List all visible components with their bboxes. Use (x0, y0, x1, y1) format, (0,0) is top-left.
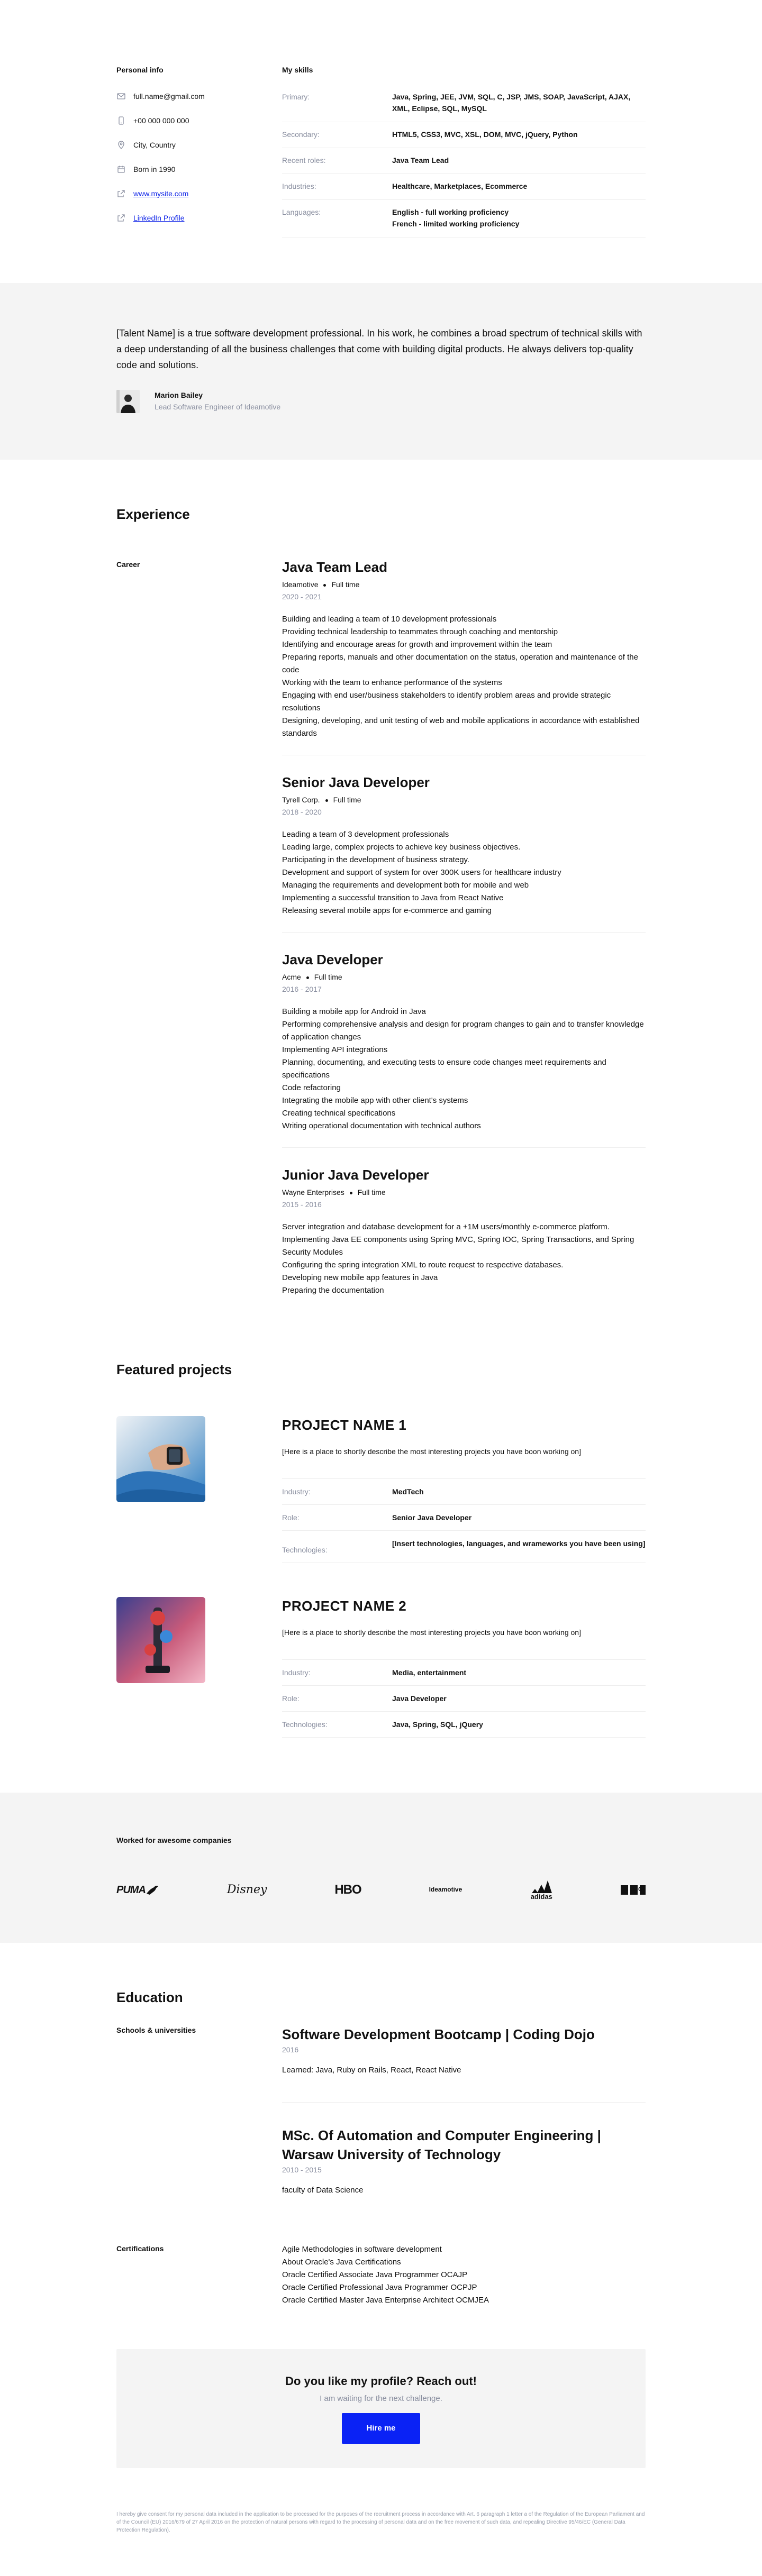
testimonial-text: [Talent Name] is a true software development professional. In his work, he combines a broad spectrum of technical skills with a deep understanding of all the business challenges that come with building digital products. He always delivers top-quality code and solutions. (116, 328, 642, 370)
job-list (282, 559, 646, 1331)
list-item: Building a mobile app for Android in Java (282, 1007, 426, 1016)
list-item: Writing operational documentation with technical authors (282, 1121, 481, 1130)
projects-heading: Featured projects (116, 1362, 232, 1377)
list-item: Working with the team to enhance performance of the systems (282, 678, 502, 687)
certification-item: Agile Methodologies in software development (282, 2245, 442, 2254)
project-role-row (282, 1686, 646, 1712)
job-duties (282, 828, 646, 917)
certification-item: About Oracle's Java Certifications (282, 2258, 401, 2267)
list-item: Performing comprehensive analysis and design for program changes to gain and to transfer knowledge of application changes (282, 1020, 644, 1042)
email-item (116, 91, 282, 102)
role-label: Role: (282, 1694, 300, 1703)
location-pin-icon (116, 140, 126, 150)
list-item: Implementing a successful transition to Java from React Native (282, 893, 504, 902)
skill-value: HTML5, CSS3, MVC, XSL, DOM, MVC, jQuery, Python (392, 130, 578, 139)
job-type: Full time (357, 1188, 386, 1196)
personal-info (116, 65, 282, 244)
puma-logo: PUMA (116, 1879, 159, 1901)
list-item: Designing, developing, and unit testing of web and mobile applications in accordance with established standards (282, 716, 640, 738)
project-description: [Here is a place to shortly describe the most interesting projects you have boon working on] (282, 1446, 646, 1479)
personal-info-heading: Personal info (116, 66, 164, 74)
job-company: Tyrell Corp. (282, 796, 320, 804)
list-item: Development and support of system for over 300K users for healthcare industry (282, 868, 561, 877)
cta-title: Do you like my profile? Reach out! (285, 2374, 477, 2388)
certification-item: Oracle Certified Associate Java Programmer OCAJP (282, 2270, 468, 2279)
companies-heading: Worked for awesome companies (116, 1836, 232, 1844)
calendar-icon (116, 165, 126, 174)
testimonial-section (0, 283, 762, 460)
skill-value: Healthcare, Marketplaces, Ecommerce (392, 182, 528, 190)
skills-heading: My skills (282, 66, 313, 74)
linkedin-link[interactable]: LinkedIn Profile (133, 213, 185, 222)
project-industry-row (282, 1479, 646, 1505)
list-item: Managing the requirements and development both for mobile and web (282, 881, 529, 890)
job-duties (282, 613, 646, 740)
project-role-row (282, 1505, 646, 1531)
project-tech-row (282, 1712, 646, 1738)
project-image (116, 1416, 205, 1502)
profile-summary-section (0, 0, 762, 283)
job-dates: 2016 - 2017 (282, 985, 322, 993)
external-link-icon (116, 189, 126, 198)
school-list (282, 2025, 646, 2243)
project-tech-row (282, 1531, 646, 1563)
language-1: English - full working proficiency (392, 208, 509, 216)
job-company: Wayne Enterprises (282, 1188, 344, 1196)
skill-row-secondary (282, 129, 646, 148)
avatar (116, 390, 140, 413)
author-role: Lead Software Engineer of Ideamotive (155, 403, 281, 411)
skill-key: Languages: (282, 208, 321, 216)
job-item (282, 773, 646, 933)
external-link-icon (116, 213, 126, 223)
industry-value: Media, entertainment (392, 1668, 467, 1677)
job-meta (282, 1186, 646, 1199)
list-item: Preparing the documentation (282, 1286, 384, 1295)
company-logos (116, 1879, 646, 1901)
list-item: Code refactoring (282, 1083, 341, 1092)
hbo-logo: HBO (334, 1882, 361, 1897)
project-card (116, 1597, 646, 1738)
job-dates: 2020 - 2021 (282, 592, 322, 601)
skill-value: Java Team Lead (392, 156, 449, 165)
education-heading: Education (116, 1989, 183, 2005)
disney-logo: Disney (226, 1883, 267, 1897)
role-value: Java Developer (392, 1694, 447, 1703)
experience-heading: Experience (116, 506, 190, 522)
certifications-label: Certifications (116, 2244, 164, 2253)
project-description: [Here is a place to shortly describe the most interesting projects you have boon working on] (282, 1627, 646, 1660)
experience-section (0, 460, 762, 1331)
project-name: PROJECT NAME 1 (282, 1417, 407, 1433)
phone-item (116, 115, 282, 126)
companies-section (0, 1793, 762, 1943)
email-text: full.name@gmail.com (133, 92, 205, 101)
list-item: Releasing several mobile apps for e-commerce and gaming (282, 906, 492, 915)
skill-key: Secondary: (282, 130, 320, 139)
list-item: Engaging with end user/business stakeholders to identify problem areas and provide strategic resolutions (282, 691, 611, 712)
tech-label: Technologies: (282, 1546, 328, 1554)
role-value: Senior Java Developer (392, 1513, 472, 1522)
gdpr-consent-footer: I hereby give consent for my personal data included in the application to be processed for the purposes of the recruitment process in accordance with Art. 6 paragraph 1 letter a of the Regulation of the European Parliament and of the Council (EU) 2016/679 of 27 April 2016 on the protection of natural persons with regard to the processing of personal data and on the free movement of such data, and repealing Directive 95/46/EC (General Data Protection Regulation). (116, 2511, 645, 2533)
project-industry-row (282, 1660, 646, 1686)
industry-value: MedTech (392, 1487, 424, 1496)
job-title: Junior Java Developer (282, 1167, 429, 1183)
separator-dot (350, 1192, 352, 1194)
website-item (116, 188, 282, 199)
separator-dot (306, 976, 309, 979)
phone-icon (116, 116, 126, 125)
list-item: Server integration and database development for a +1M users/monthly e-commerce platform. (282, 1222, 610, 1231)
education-section (0, 1943, 762, 2566)
certifications-list (282, 2243, 646, 2307)
school-year: 2016 (282, 2045, 299, 2054)
location-text: City, Country (133, 140, 176, 149)
list-item: Implementing API integrations (282, 1045, 388, 1054)
adidas-logo: adidas (530, 1879, 553, 1901)
school-text: Learned: Java, Ruby on Rails, React, React Native (282, 2066, 461, 2075)
separator-dot (325, 799, 328, 802)
list-item: Building and leading a team of 10 development professionals (282, 615, 497, 624)
job-meta (282, 793, 646, 806)
role-label: Role: (282, 1513, 300, 1522)
tech-label: Technologies: (282, 1720, 328, 1729)
separator-dot (323, 584, 326, 587)
job-item (282, 1166, 646, 1312)
job-type: Full time (314, 973, 342, 981)
skill-key: Primary: (282, 93, 310, 101)
job-title: Senior Java Developer (282, 774, 430, 790)
tech-value: Java, Spring, SQL, jQuery (392, 1720, 483, 1729)
job-company: Acme (282, 973, 301, 981)
list-item: Participating in the development of business strategy. (282, 855, 470, 864)
school-title: MSc. Of Automation and Computer Engineering | Warsaw University of Technology (282, 2127, 601, 2162)
tech-value: [Insert technologies, languages, and wrameworks you have been using] (392, 1539, 646, 1548)
born-item (116, 164, 282, 175)
project-image (116, 1597, 205, 1683)
author-name: Marion Bailey (155, 391, 203, 399)
job-title: Java Team Lead (282, 559, 387, 575)
job-type: Full time (333, 796, 361, 804)
job-duties (282, 1221, 646, 1297)
list-item: Preparing reports, manuals and other documentation on the status, operation and maintenance of the code (282, 653, 638, 674)
hire-me-button[interactable]: Hire me (342, 2413, 420, 2444)
contact-cta (116, 2349, 646, 2468)
job-item (282, 558, 646, 755)
job-title: Java Developer (282, 952, 383, 967)
skill-row-languages (282, 206, 646, 237)
project-card (116, 1416, 646, 1563)
job-dates: 2015 - 2016 (282, 1200, 322, 1209)
industry-label: Industry: (282, 1668, 311, 1677)
list-item: Planning, documenting, and executing tests to ensure code changes meet requirements and specifications (282, 1058, 606, 1080)
projects-section (0, 1331, 762, 1738)
list-item: Implementing Java EE components using Spring MVC, Spring IOC, Spring Transactions, and Spring Security Modules (282, 1235, 634, 1257)
job-meta (282, 578, 646, 591)
list-item: Integrating the mobile app with other client's systems (282, 1096, 468, 1105)
job-type: Full time (331, 580, 360, 589)
school-text: faculty of Data Science (282, 2186, 364, 2195)
skill-value (392, 206, 646, 230)
school-year: 2010 - 2015 (282, 2166, 322, 2174)
school-title: Software Development Bootcamp | Coding Dojo (282, 2026, 595, 2042)
list-item: Creating technical specifications (282, 1109, 396, 1118)
list-item: Leading a team of 3 development professionals (282, 830, 449, 839)
list-item: Developing new mobile app features in Java (282, 1273, 438, 1282)
school-item (282, 2126, 646, 2222)
list-item: Providing technical leadership to teammates through coaching and mentorship (282, 627, 558, 636)
skill-row-primary (282, 91, 646, 122)
job-meta (282, 971, 646, 983)
schools-label: Schools & universities (116, 2026, 196, 2034)
job-company: Ideamotive (282, 580, 319, 589)
ideamotive-logo: Ideamotive (429, 1886, 462, 1894)
language-2: French - limited working proficiency (392, 220, 520, 228)
mail-icon (116, 92, 126, 101)
school-item (282, 2025, 646, 2103)
certification-item: Oracle Certified Master Java Enterprise Architect OCMJEA (282, 2296, 489, 2305)
website-link[interactable]: www.mysite.com (133, 189, 189, 198)
cta-subtitle: I am waiting for the next challenge. (320, 2394, 442, 2403)
list-item: Identifying and encourage areas for growth and improvement within the team (282, 640, 552, 649)
list-item: Leading large, complex projects to achieve key business objectives. (282, 843, 521, 852)
skill-key: Industries: (282, 182, 316, 190)
job-duties (282, 1006, 646, 1132)
industry-label: Industry: (282, 1487, 311, 1496)
job-dates: 2018 - 2020 (282, 808, 322, 816)
job-item (282, 951, 646, 1148)
linkedin-item (116, 213, 282, 223)
bbc-logo: BBC (621, 1879, 646, 1901)
skill-row-industries (282, 180, 646, 200)
born-text: Born in 1990 (133, 165, 176, 173)
skill-row-recent-roles (282, 154, 646, 174)
career-label: Career (116, 560, 140, 569)
certification-item: Oracle Certified Professional Java Programmer OCPJP (282, 2283, 477, 2292)
testimonial-author (116, 390, 646, 413)
project-name: PROJECT NAME 2 (282, 1598, 407, 1614)
skill-key: Recent roles: (282, 156, 326, 165)
skill-value: Java, Spring, JEE, JVM, SQL, C, JSP, JMS, SOAP, JavaScript, AJAX, XML, Eclipse, SQL, MySQL (392, 93, 631, 113)
location-item (116, 140, 282, 150)
phone-text: +00 000 000 000 (133, 116, 189, 125)
list-item: Configuring the spring integration XML to route request to respective databases. (282, 1260, 564, 1269)
skills (282, 65, 646, 244)
